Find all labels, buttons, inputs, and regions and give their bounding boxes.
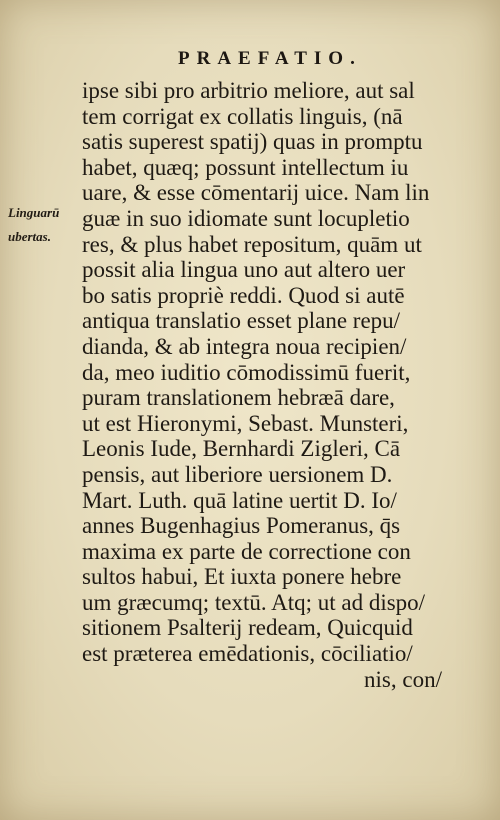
text-line: habet, quæq; possunt intellectum iu: [82, 154, 409, 180]
text-line: Mart. Luth. quā latine uertit D. Io/: [82, 487, 397, 513]
text-line: dianda, & ab integra noua recipien/: [82, 333, 407, 359]
text-line: Leonis Iude, Bernhardi Zigleri, Cā: [82, 436, 401, 462]
text-line: um græcumq; textū. Atq; ut ad dispo/: [82, 589, 426, 615]
text-line: est præterea emēdationis, cōciliatio/: [82, 641, 413, 667]
text-line: da, meo iuditio cōmodissimū fuerit,: [82, 359, 411, 385]
text-line: bo satis propriè reddi. Quod si autē: [82, 282, 405, 308]
text-line: res, & plus habet repositum, quām ut: [82, 231, 422, 257]
text-line: satis superest spatij) quas in promptu: [82, 129, 423, 155]
text-line: tem corrigat ex collatis linguis, (nā: [82, 103, 403, 129]
text-line: ut est Hieronymi, Sebast. Munsteri,: [82, 410, 409, 436]
marginal-note-2: ubertas.: [8, 229, 51, 244]
text-line: uare, & esse cōmentarij uice. Nam lin: [82, 180, 430, 206]
marginal-note-1: Linguarū: [8, 205, 60, 220]
text-line: sitionem Psalterij redeam, Quicquid: [82, 615, 413, 641]
text-line: ipse sibi pro arbitrio meliore, aut sal: [82, 78, 415, 103]
text-line: sultos habui, Et iuxta ponere hebre: [82, 564, 402, 590]
body-text: [82, 78, 472, 692]
text-line: guæ in suo idiomate sunt locupletio: [82, 205, 410, 231]
text-line-last: nis, con/: [364, 666, 442, 692]
text-line: annes Bugenhagius Pomeranus, q̄s: [82, 513, 401, 539]
text-line: possit alia lingua uno aut altero uer: [82, 257, 406, 283]
text-line: puram translationem hebræā dare,: [82, 385, 395, 411]
running-header: PRAEFATIO.: [178, 48, 362, 69]
text-line: maxima ex parte de correctione con: [82, 538, 411, 564]
text-line: pensis, aut liberiore uersionem D.: [82, 461, 393, 487]
text-line: antiqua translatio esset plane repu/: [82, 308, 401, 334]
